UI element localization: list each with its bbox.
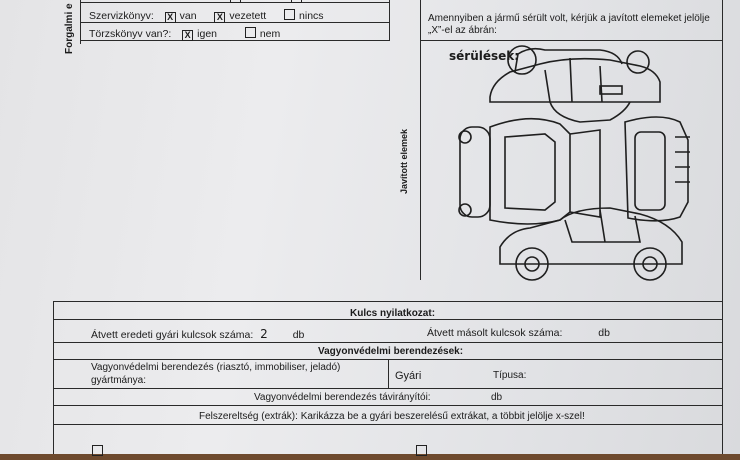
- equipment-checkbox-1[interactable]: [92, 445, 103, 456]
- car-damage-diagram[interactable]: [450, 42, 700, 287]
- registration-book-row: [89, 27, 280, 41]
- service-book-row: [89, 9, 324, 23]
- registration-nem-label: nem: [259, 28, 281, 40]
- registration-igen-checkbox[interactable]: X: [182, 30, 193, 41]
- damage-box-instruction-divider: [420, 40, 723, 41]
- damage-instruction-2: „X”-el az ábrán:: [428, 25, 497, 36]
- keys-copy-row: [427, 327, 610, 339]
- keys-original-label: Átvett eredeti gyári kulcsok száma:: [91, 329, 254, 341]
- security-title: Vagyonvédelmi berendezések:: [318, 346, 464, 357]
- security-remote-label: Vagyonvédelmi berendezés távirányítói:: [254, 392, 431, 403]
- service-book-label: Szervizkönyv:: [89, 10, 154, 22]
- keys-original-unit: db: [292, 329, 305, 341]
- car-side-view-top[interactable]: [490, 46, 660, 122]
- registration-book-label: Törzskönyv van?:: [89, 28, 172, 40]
- keys-copy-label: Átvett másolt kulcsok száma:: [427, 327, 563, 339]
- main-table-left: [53, 301, 54, 454]
- service-book-vezetett-label: vezetett: [229, 10, 267, 22]
- security-device-label-1: Vagyonvédelmi berendezés (riasztó, immobiliser, jeladó): [91, 362, 341, 373]
- security-device-value[interactable]: Gyári: [395, 370, 422, 382]
- car-top-view[interactable]: [459, 117, 690, 224]
- damage-box-right: [722, 0, 723, 280]
- registration-igen-label: igen: [197, 28, 217, 40]
- service-book-van-label: van: [179, 10, 197, 22]
- partial-checkbox-2[interactable]: [291, 0, 302, 3]
- keys-original-value[interactable]: 2: [260, 327, 268, 341]
- keys-original-row: [91, 327, 304, 341]
- car-side-view-bottom[interactable]: [500, 208, 682, 280]
- keys-top-line: [53, 301, 723, 302]
- security-device-divider: [388, 359, 389, 389]
- service-book-vezetett-checkbox[interactable]: X: [214, 12, 225, 23]
- equipment-divider: [53, 424, 723, 425]
- security-device-label-2: gyártmánya:: [91, 375, 147, 386]
- forgalmi-side-label: Forgalmi e: [64, 3, 75, 54]
- service-book-nincs-label: nincs: [299, 10, 324, 22]
- service-book-nincs-checkbox[interactable]: [284, 9, 295, 20]
- top-left-table-right: [389, 0, 390, 41]
- equipment-top-line: [53, 405, 723, 406]
- registration-nem-checkbox[interactable]: [245, 27, 256, 38]
- security-remote-top-line: [53, 388, 723, 389]
- security-top-line: [53, 342, 723, 343]
- equipment-checkbox-2[interactable]: [416, 445, 427, 456]
- repaired-parts-vertical-label: Javított elemek: [399, 128, 409, 194]
- keys-title-divider: [53, 319, 723, 320]
- security-type-label: Típusa:: [493, 370, 527, 381]
- partial-checkbox-1[interactable]: [230, 0, 241, 3]
- equipment-instruction: Felszereltség (extrák): Karikázza be a gyári beszerelésű extrákat, a többit jelölje x-szel!: [199, 411, 585, 422]
- damage-box-left: [420, 0, 421, 280]
- partial-row: [230, 0, 306, 5]
- damage-instruction-1: Amennyiben a jármű sérült volt, kérjük a javított elemeket jelölje: [428, 13, 710, 24]
- service-book-van-checkbox[interactable]: X: [165, 12, 176, 23]
- security-remote-unit: db: [491, 392, 503, 403]
- damage-handwritten-label: sérülések:: [449, 49, 520, 63]
- keys-copy-unit: db: [598, 327, 610, 339]
- keys-title: Kulcs nyilatkozat:: [350, 308, 436, 319]
- main-table-right: [722, 280, 723, 454]
